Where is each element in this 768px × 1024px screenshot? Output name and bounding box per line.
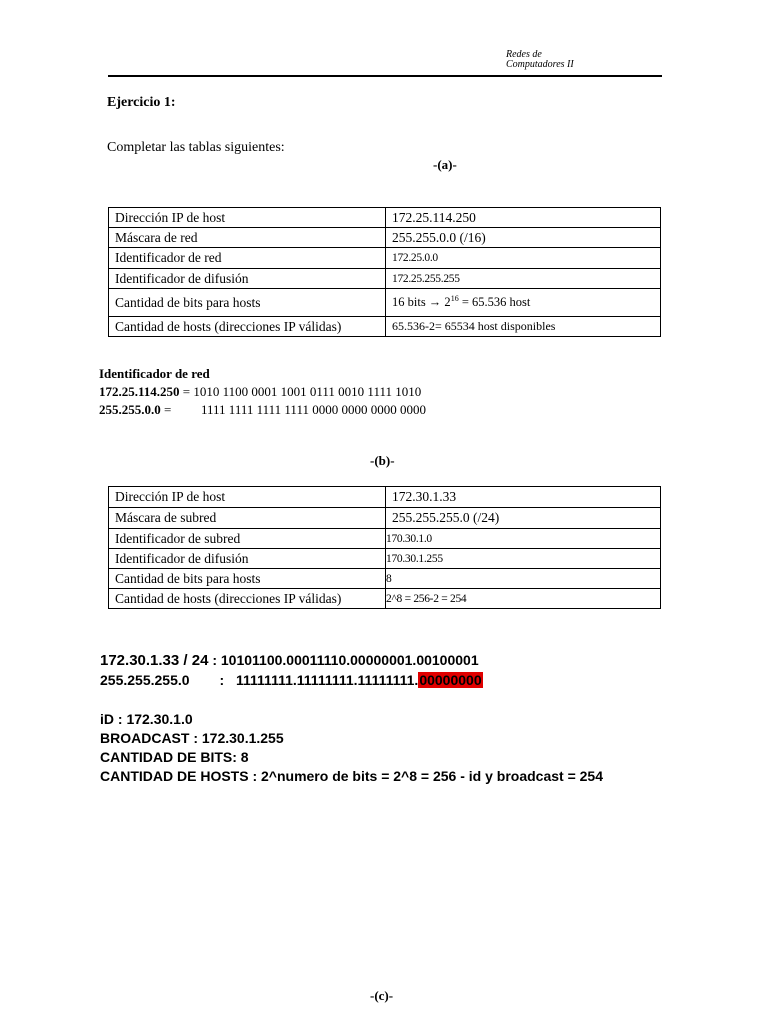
exercise-title: Ejercicio 1: (107, 95, 176, 110)
table-row (109, 549, 661, 569)
result-hosts: CANTIDAD DE HOSTS : 2^numero de bits = 2^8 = 256 - id y broadcast = 254 (100, 768, 603, 784)
table-a-value: 65.536-2= 65534 host disponibles (386, 317, 661, 337)
calc-ip-line (100, 652, 479, 669)
table-b (108, 486, 661, 609)
table-b-value: 2^8 = 256-2 = 254 (386, 589, 661, 609)
table-b-value: 170.30.1.0 (386, 529, 661, 549)
table-a-value: 172.25.255.255 (386, 269, 661, 289)
binary-mask-bits: 1111 1111 1111 1111 0000 0000 0000 0000 (201, 402, 426, 417)
table-a-label: Máscara de red (109, 228, 386, 248)
table-row (109, 269, 661, 289)
table-row (109, 529, 661, 549)
table-row (109, 289, 661, 317)
binary-mask-eq: = (160, 402, 172, 417)
table-a-value: 255.255.0.0 (/16) (386, 228, 661, 248)
calc-ip-bits: : 10101100.00011110.00000001.00100001 (208, 652, 479, 668)
caption-c: -(c)- (370, 988, 394, 1003)
table-a-value: 172.25.0.0 (386, 248, 661, 269)
table-row (109, 508, 661, 529)
table-a-label: Cantidad de hosts (direcciones IP válidas) (109, 317, 386, 337)
table-a (108, 207, 661, 337)
table-b-value: 170.30.1.255 (386, 549, 661, 569)
binary-ip-bits: = 1010 1100 0001 1001 0111 0010 1111 1010 (179, 384, 422, 399)
result-bits: CANTIDAD DE BITS: 8 (100, 749, 249, 765)
calc-mask-network-bits: 11111111.11111111.11111111. (236, 672, 419, 688)
table-row (109, 569, 661, 589)
instructions: Completar las tablas siguientes: (107, 140, 285, 155)
caption-b: -(b)- (370, 453, 395, 468)
table-a-label: Identificador de difusión (109, 269, 386, 289)
binary-mask-line (99, 402, 171, 418)
id-red-heading: Identificador de red (99, 366, 210, 381)
table-b-value: 172.30.1.33 (386, 487, 661, 508)
table-a-label: Cantidad de bits para hosts (109, 289, 386, 317)
binary-mask: 255.255.0.0 (99, 402, 161, 417)
calc-ip: 172.30.1.33 / 24 (100, 652, 209, 669)
table-row (109, 487, 661, 508)
calc-mask-bits-line (236, 672, 483, 688)
bits-exponent: 16 (450, 294, 459, 304)
table-a-value: 172.25.114.250 (386, 208, 661, 228)
result-broadcast: BROADCAST : 172.30.1.255 (100, 730, 284, 746)
binary-ip: 172.25.114.250 (99, 384, 180, 399)
header-course-line1: Redes de (506, 49, 542, 60)
table-a-value (386, 289, 661, 317)
host-bits-highlight: 00000000 (419, 672, 482, 688)
header-course-line2: Computadores II (506, 59, 574, 70)
table-b-value: 8 (386, 569, 661, 589)
table-a-label: Identificador de red (109, 248, 386, 269)
table-b-label: Cantidad de bits para hosts (109, 569, 386, 589)
calc-mask-colon: : (219, 672, 225, 688)
header-rule (108, 75, 662, 77)
calc-mask: 255.255.255.0 (100, 672, 190, 688)
table-a-label: Dirección IP de host (109, 208, 386, 228)
calc-mask-line (100, 672, 224, 688)
table-b-label: Máscara de subred (109, 508, 386, 529)
table-row (109, 589, 661, 609)
bits-formula: 16 bits → 2 (392, 295, 451, 310)
table-b-label: Identificador de subred (109, 529, 386, 549)
table-b-label: Dirección IP de host (109, 487, 386, 508)
table-row (109, 317, 661, 337)
table-row (109, 208, 661, 228)
table-b-label: Identificador de difusión (109, 549, 386, 569)
table-row (109, 248, 661, 269)
bits-result: = 65.536 host (458, 295, 531, 310)
table-row (109, 228, 661, 248)
table-b-value: 255.255.255.0 (/24) (386, 508, 661, 529)
caption-a: -(a)- (433, 157, 457, 172)
result-id: iD : 172.30.1.0 (100, 711, 193, 727)
binary-ip-line (99, 384, 421, 400)
table-b-label: Cantidad de hosts (direcciones IP válidas) (109, 589, 386, 609)
